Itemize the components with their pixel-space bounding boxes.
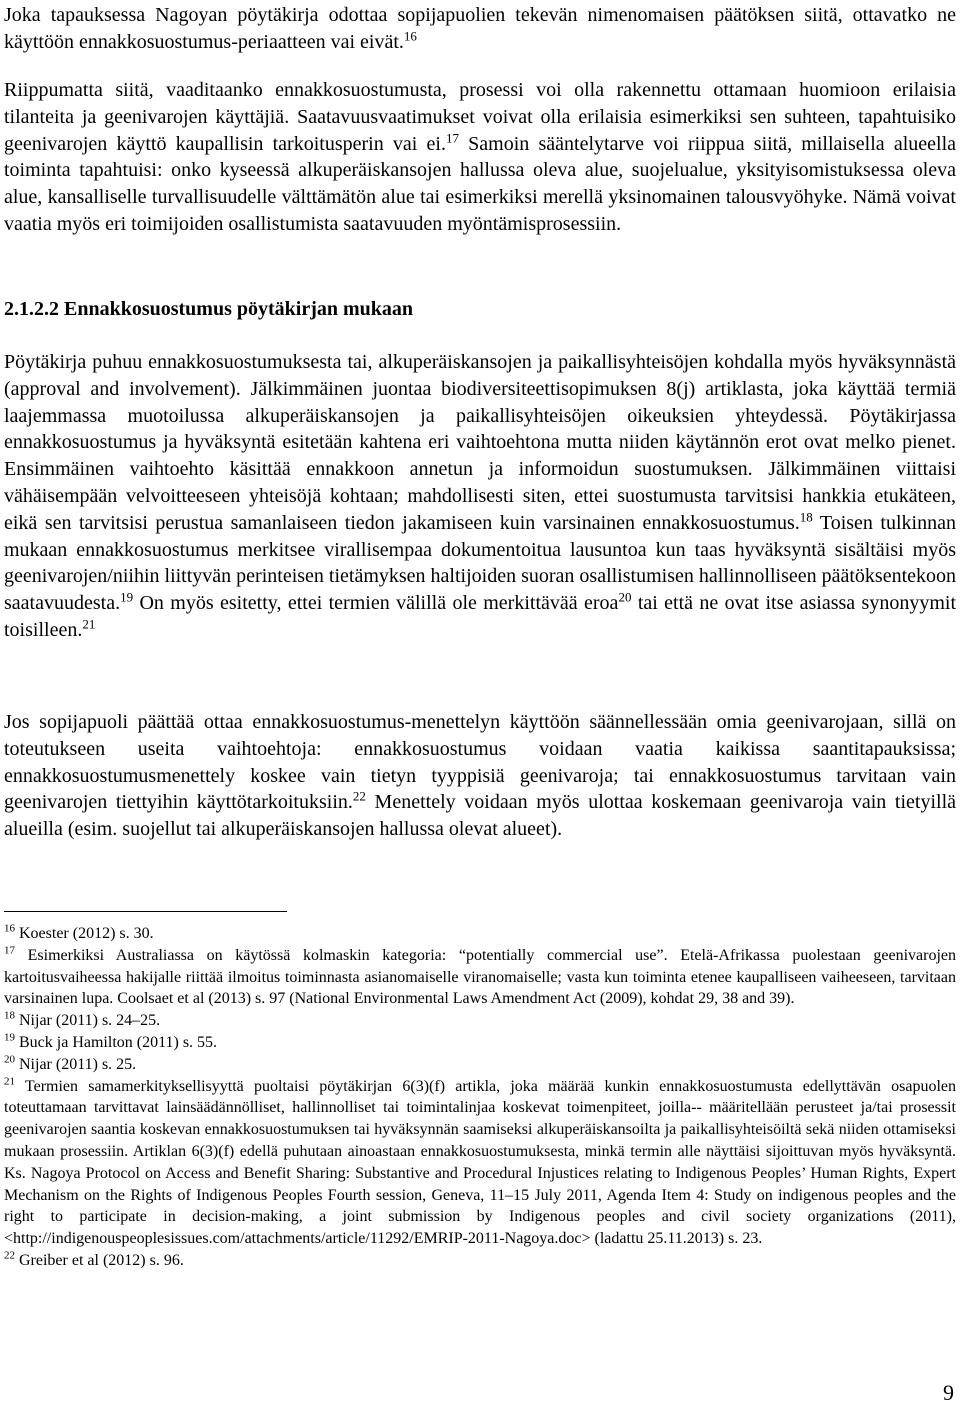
footnote-20 bbox=[4, 1054, 956, 1076]
footnote-text: Nijar (2011) s. 25. bbox=[15, 1055, 137, 1073]
paragraph-text: Toisen tulkinnan mukaan ennakkosuostumus merkitsee virallisempaa dokumentoitua lausuntoa kun taas hyväksyntä sisältäisi myös geenivarojen/niihin liittyvän perinteisen tietämyksen haltijoiden suoran osallistumisen hallinnolliseen päätöksentekoon saatavuudesta. bbox=[4, 511, 957, 615]
footnote-19 bbox=[4, 1032, 956, 1054]
footnote-18 bbox=[4, 1010, 956, 1032]
footnote-number: 17 bbox=[4, 944, 15, 957]
paragraph-text: tai että ne ovat itse asiassa synonyymit toisilleen. bbox=[4, 592, 956, 641]
footnote-text: Buck ja Hamilton (2011) s. 55. bbox=[15, 1033, 218, 1051]
paragraph-2 bbox=[4, 77, 956, 238]
paragraph-text: Menettely voidaan myös ulottaa koskemaan geenivaroja vain tietyillä alueilla (esim. suojellut tai alkuperäiskansojen hallussa olevat alueet). bbox=[4, 791, 957, 841]
footnote-number: 16 bbox=[4, 922, 15, 935]
footnote-text: Greiber et al (2012) s. 96. bbox=[15, 1251, 184, 1269]
footnote-text: Esimerkiksi Australiassa on käytössä kolmaskin kategoria: “potentially commercial use”. Etelä-Afrikassa puolestaan geenivarojen kartoitusvaiheessa hakijalle riittää ilmoitus toiminnasta asianomaiselle viranomaiselle; vasta kun toiminta etenee kaupalliseen vaiheeseen, tarvitaan varsinainen lupa. Coolsaet et al (2013) s. 97 (National Environmental Laws Amendment Act (2009), kohdat 29, 38 and 39). bbox=[4, 946, 956, 1008]
footnote-ref-22[interactable]: 22 bbox=[352, 788, 366, 804]
footnote-ref-18[interactable]: 18 bbox=[799, 509, 813, 525]
footnote-text: Nijar (2011) s. 24–25. bbox=[15, 1012, 161, 1030]
footnote-16 bbox=[4, 923, 956, 945]
paragraph-text: On myös esitetty, ettei termien välillä ole merkittävää eroa bbox=[133, 592, 619, 615]
footnote-ref-20[interactable]: 20 bbox=[618, 589, 632, 605]
paragraph-3 bbox=[4, 349, 956, 644]
page-number: 9 bbox=[943, 1380, 954, 1405]
footnote-ref-21[interactable]: 21 bbox=[82, 616, 96, 632]
footnote-21 bbox=[4, 1076, 956, 1250]
footnotes bbox=[4, 923, 956, 1272]
paragraph-text: Riippumatta siitä, vaaditaanko ennakkosuostumusta, prosessi voi olla rakennettu ottamaan huomioon erilaisia tilanteita ja geenivarojen käyttäjiä. Saatavuusvaatimukset voivat olla erilaisia esimerkiksi sen suhteen, tapahtuisiko geenivarojen käyttö kaupallisin tarkoitusperin vai ei. bbox=[4, 79, 956, 155]
paragraph-text: Samoin sääntelytarve voi riippua siitä, millaisella alueella toiminta tapahtuisi: onko kyseessä alkuperäiskansojen hallussa oleva alue, suojelualue, yksityisomistuksessa oleva alue, kansalliselle turvallisuudelle välttämätön alue tai esimerkiksi merellä yksinomainen talousvyöhyke. Nämä voivat vaatia myös eri toimijoiden osallistumista saatavuuden myöntämisprosessiin. bbox=[4, 132, 956, 235]
footnote-number: 22 bbox=[4, 1249, 15, 1262]
footnote-ref-19[interactable]: 19 bbox=[120, 589, 134, 605]
footnote-17 bbox=[4, 945, 956, 1010]
footnote-ref-17[interactable]: 17 bbox=[445, 129, 459, 145]
paragraph-text: Pöytäkirja puhuu ennakkosuostumuksesta tai, alkuperäiskansojen ja paikallisyhteisöjen kohdalla myös hyväksynnästä (approval and involvement). Jälkimmäinen juontaa biodiversiteettisopimuksen 8(j) artiklasta, joka käyttää termiä laajemmassa muotoilussa alkuperäiskansojen ja paikallisyhteisöjen oikeuksien yhteydessä. Pöytäkirjassa ennakkosuostumus ja hyväksyntä esitetään kahtena eri vaihtoehtona mutta niiden käytännön erot ovat melko pienet. Ensimmäinen vaihtoehto käsittää ennakkoon annetun ja informoidun suostumuksen. Jälkimmäinen viittaisi vähäisempään velvoitteeseen yhteisöjä kohtaan; mahdollisesti siten, ettei suostumusta tarvitsisi hankkia etukäteen, eikä sen tarvitsisi perustua samanlaiseen tiedon jakamiseen kuin varsinainen ennakkosuostumus. bbox=[4, 351, 956, 534]
footnote-22 bbox=[4, 1250, 956, 1272]
paragraph-text: Jos sopijapuoli päättää ottaa ennakkosuostumus-menettelyn käyttöön säännellessään omia geenivarojaan, sillä on toteutukseen useita vaihtoehtoja: ennakkosuostumus voidaan vaatia kaikissa saantitapauksissa; ennakkosuostumusmenettely koskee vain tietyn tyyppisiä geenivaroja; tai ennakkosuostumus tarvitaan vain geenivarojen tiettyihin käyttötarkoituksiin. bbox=[4, 711, 956, 814]
paragraph-text: Joka tapauksessa Nagoyan pöytäkirja odottaa sopijapuolien tekevän nimenomaisen päätöksen siitä, ottavatko ne käyttöön ennakkosuostumus-periaatteen vai eivät. bbox=[4, 4, 956, 53]
footnote-separator bbox=[4, 911, 287, 912]
section-heading: 2.1.2.2 Ennakkosuostumus pöytäkirjan mukaan bbox=[4, 298, 414, 320]
footnote-text: Koester (2012) s. 30. bbox=[15, 925, 154, 942]
footnote-text: Termien samamerkityksellisyyttä puoltaisi pöytäkirjan 6(3)(f) artikla, joka määrää kunkin ennakkosuostumusta edellyttävän osapuolen toteuttamaan tarvittavat lainsäädännölliset, hallinnolliset tai toimintalinjaa koskevat toimenpiteet, joilla-- määritellään perusteet ja/tai prosessit geenivarojen saantia koskevan ennakkosuostumuksen tai hyväksynnän saamiseksi alkuperäiskansoilta ja paikallisyhteisöiltä sekä niiden ottamiseksi mukaan prosessiin. Artiklan 6(3)(f) edellä puhutaan ainoastaan ennakkosuostumuksesta, minkä termin alle näyttäisi sijoittuvan myös hyväksyntä. Ks. Nagoya Protocol on Access and Benefit Sharing: Substantive and Procedural Injustices relating to Indigenous Peoples’ Human Rights, Expert Mechanism on the Rights of Indigenous Peoples Fourth session, Geneva, 11–15 July 2011, Agenda Item 4: Study on indigenous peoples and the right to participate in decision-making, a joint submission by Indigenous peoples and civil society organizations (2011), <http://indigenouspeoplesissues.com/attachments/article/11292/EMRIP-2011-Nagoya.doc> (ladattu 25.11.2013) s. 23. bbox=[4, 1077, 956, 1248]
paragraph-1 bbox=[4, 2, 956, 56]
footnote-number: 19 bbox=[4, 1031, 15, 1044]
footnote-number: 18 bbox=[4, 1009, 15, 1022]
paragraph-4 bbox=[4, 709, 956, 843]
footnote-ref-16[interactable]: 16 bbox=[403, 28, 417, 44]
footnote-number: 20 bbox=[4, 1053, 15, 1066]
footnote-number: 21 bbox=[4, 1075, 15, 1088]
